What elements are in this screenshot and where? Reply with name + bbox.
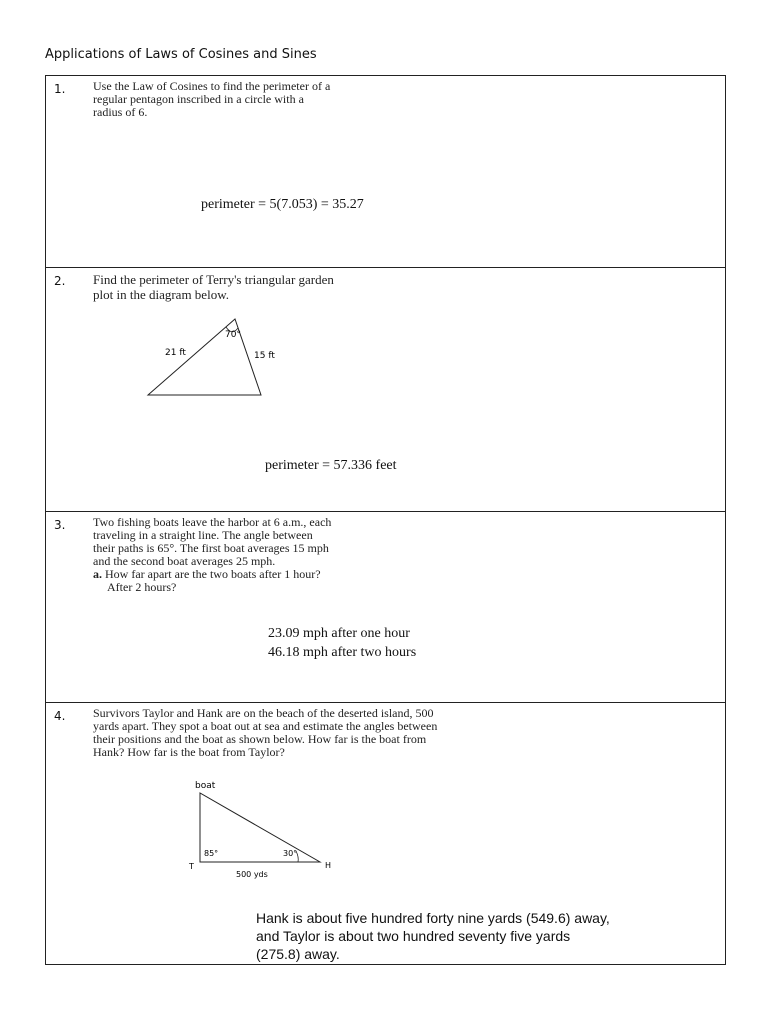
answer-text: perimeter = 57.336 feet	[265, 458, 397, 473]
side-label-left: 21 ft	[165, 348, 186, 358]
part-label: a.	[93, 567, 102, 581]
problem-text: Find the perimeter of Terry's triangular garden plot in the diagram below.	[93, 272, 334, 302]
problem-text: Survivors Taylor and Hank are on the beach of the deserted island, 500 yards apart. They spot a boat out at sea and estimate the angles between their positions and the boat as shown below. How far is the boat from Hank? How far is the boat from Taylor?	[93, 706, 438, 759]
answer-text: Hank is about five hundred forty nine yards (549.6) away, and Taylor is about two hundred seventy five yards (275.8) away.	[256, 910, 610, 962]
boat-label: boat	[195, 781, 216, 791]
problem-row-4	[46, 702, 725, 965]
problem-text: Two fishing boats leave the harbor at 6 a.m., each traveling in a straight line. The angle between their paths is 65°. The first boat averages 15 mph and the second boat averages 25 mph. a. How far apart are the two boats after 1 hour? After 2 hours?	[93, 515, 332, 594]
side-label-right: 15 ft	[254, 351, 275, 361]
problem-number: 1.	[54, 82, 66, 96]
problem-table	[45, 75, 726, 965]
taylor-label: T	[189, 862, 194, 871]
problem-number: 2.	[54, 274, 66, 288]
problem-row-2	[46, 267, 725, 511]
base-label: 500 yds	[236, 870, 268, 879]
answer-text: 23.09 mph after one hour 46.18 mph after two hours	[268, 626, 417, 660]
hank-label: H	[325, 861, 332, 870]
problem-number: 4.	[54, 709, 66, 723]
problem-number: 3.	[54, 518, 66, 532]
problem-row-1	[46, 75, 725, 267]
garden-triangle-diagram	[141, 314, 281, 399]
answer-text: perimeter = 5(7.053) = 35.27	[201, 197, 364, 212]
boat-triangle-diagram	[184, 776, 344, 881]
angle-label: 70°	[225, 330, 241, 340]
angle-right-label: 30°	[283, 849, 298, 858]
angle-left-label: 85°	[204, 849, 219, 858]
problem-text: Use the Law of Cosines to find the perimeter of a regular pentagon inscribed in a circle with a radius of 6.	[93, 79, 331, 119]
worksheet-title: Applications of Laws of Cosines and Sines	[45, 47, 317, 62]
problem-row-3	[46, 511, 725, 702]
part-a: a. How far apart are the two boats after 1 hour?	[93, 567, 321, 581]
